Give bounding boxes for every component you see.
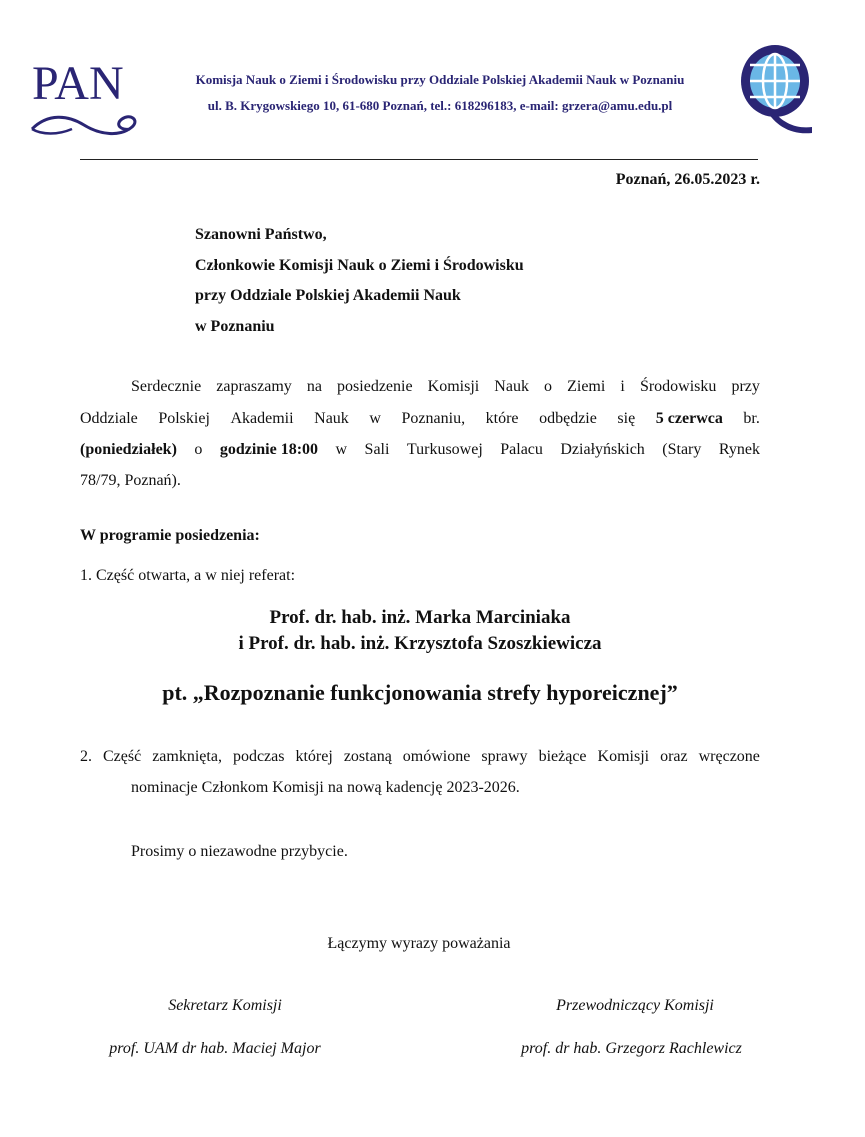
word: o	[544, 378, 553, 395]
word: na	[306, 378, 322, 395]
speaker-2: i Prof. dr. hab. inż. Krzysztofa Szoszkiewicza	[238, 633, 602, 654]
word: w	[335, 441, 348, 458]
word: zapraszamy	[216, 378, 292, 395]
invitation-line-2	[80, 410, 760, 428]
word: zostaną	[343, 748, 392, 765]
secretary-name: prof. UAM dr hab. Maciej Major	[109, 1040, 321, 1057]
q-globe-logo	[738, 43, 814, 135]
word: Oddziale	[80, 410, 138, 427]
word: 2.	[80, 748, 92, 765]
addressee-line-3: przy Oddziale Polskiej Akademii Nauk	[195, 287, 461, 304]
word: Palacu	[500, 441, 543, 458]
program-item-1: 1. Część otwarta, a w niej referat:	[80, 567, 296, 584]
chairman-role: Przewodniczący Komisji	[556, 997, 714, 1014]
invitation-line-3	[80, 441, 760, 459]
word: (Stary	[662, 441, 702, 458]
word: Sali	[364, 441, 390, 458]
word: odbędzie	[539, 410, 597, 427]
word: omówione	[402, 748, 471, 765]
word: Serdecznie	[131, 378, 202, 395]
word: Komisji	[427, 378, 480, 395]
pan-logo-text: PAN	[32, 57, 124, 110]
word: Akademii	[230, 410, 294, 427]
word: się	[617, 410, 636, 427]
header-commission-name: Komisja Nauk o Ziemi i Środowisku przy Oddziale Polskiej Akademii Nauk w Poznaniu	[195, 72, 685, 87]
word: zamknięta,	[152, 748, 222, 765]
word: Nauk	[314, 410, 349, 427]
lecture-title: pt. „Rozpoznanie funkcjonowania strefy hyporeicznej”	[162, 680, 678, 705]
addressee-line-2: Członkowie Komisji Nauk o Ziemi i Środowisku	[195, 257, 524, 274]
word: bieżące	[538, 748, 587, 765]
word: które	[485, 410, 519, 427]
pan-logo	[28, 55, 140, 139]
header-contact-line: ul. B. Krygowskiego 10, 61-680 Poznań, tel.: 618296183, e-mail: grzera@amu.edu.pl	[207, 98, 673, 113]
word: posiedzenie	[337, 378, 413, 395]
word: Część	[103, 748, 142, 765]
addressee-line-1: Szanowni Państwo,	[195, 226, 327, 243]
word: przy	[731, 378, 760, 395]
word: o	[194, 441, 203, 458]
chairman-name: prof. dr hab. Grzegorz Rachlewicz	[521, 1040, 742, 1057]
word: oraz	[660, 748, 688, 765]
invitation-line-4: 78/79, Poznań).	[80, 472, 181, 489]
program-item-2-line-1	[80, 748, 760, 766]
invitation-line-1	[131, 378, 760, 396]
word: w	[369, 410, 381, 427]
word: Działyńskich	[560, 441, 645, 458]
word: Środowisku	[639, 378, 717, 395]
word: i	[620, 378, 625, 395]
word: Poznaniu,	[401, 410, 466, 427]
secretary-role: Sekretarz Komisji	[168, 997, 282, 1014]
pan-logo-swirl	[32, 117, 135, 134]
word: Nauk	[494, 378, 529, 395]
word: Rynek	[718, 441, 760, 458]
speaker-1: Prof. dr. hab. inż. Marka Marciniaka	[269, 607, 571, 628]
closing-request: Prosimy o niezawodne przybycie.	[131, 843, 348, 860]
word: której	[295, 748, 333, 765]
word: Ziemi	[567, 378, 606, 395]
word: Polskiej	[158, 410, 210, 427]
word: Komisji	[597, 748, 650, 765]
meeting-date: 5 czerwca	[655, 410, 723, 427]
word: wręczone	[698, 748, 760, 765]
program-heading: W programie posiedzenia:	[80, 527, 260, 544]
meeting-time: godzinie 18:00	[219, 441, 319, 458]
word: sprawy	[481, 748, 528, 765]
program-item-2-line-2: nominacje Członkom Komisji na nową kadencję 2023-2026.	[131, 779, 520, 796]
word: podczas	[232, 748, 285, 765]
word: Turkusowej	[406, 441, 483, 458]
header-divider	[80, 159, 758, 160]
word: br.	[743, 410, 760, 427]
letter-date: Poznań, 26.05.2023 r.	[615, 171, 760, 188]
regards: Łączymy wyrazy poważania	[327, 935, 511, 952]
meeting-day: (poniedziałek)	[80, 441, 177, 458]
addressee-line-4: w Poznaniu	[195, 318, 275, 335]
